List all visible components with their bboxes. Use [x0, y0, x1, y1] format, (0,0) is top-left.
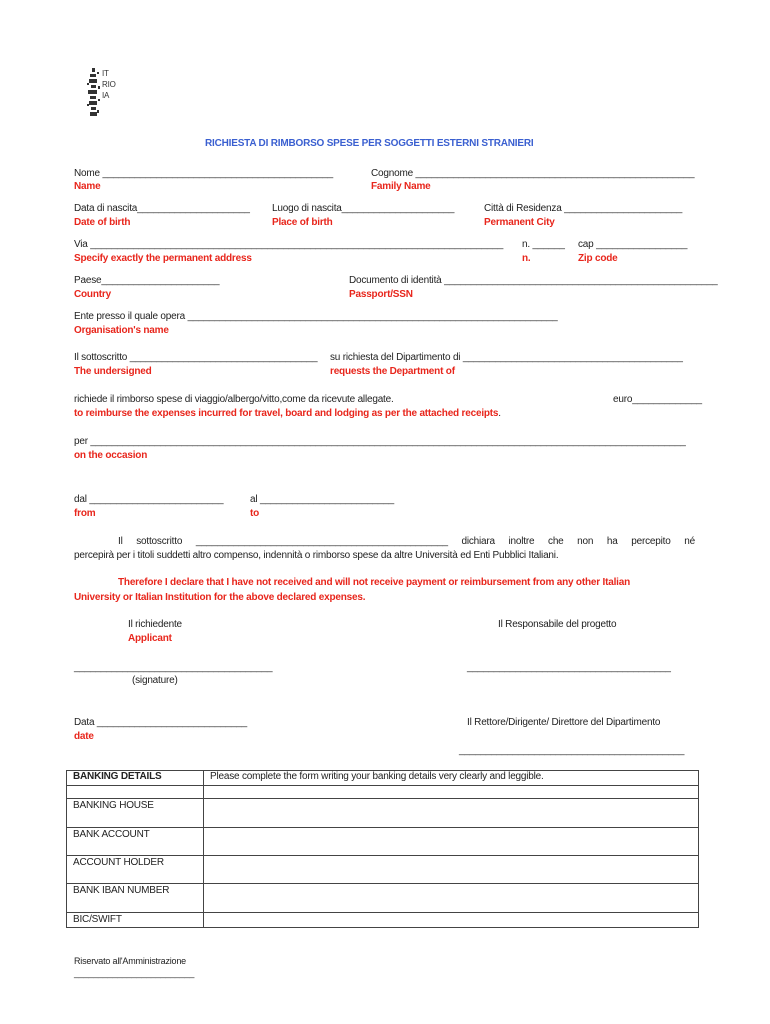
id-document-field[interactable]: Documento di identità ___________________________________________________ — [349, 275, 718, 286]
address-label-en: Specify exactly the permanent address — [74, 253, 252, 264]
id-document-label-en: Passport/SSN — [349, 289, 413, 300]
bic-swift-input[interactable] — [204, 913, 699, 928]
logo-text-line: RIO — [102, 80, 116, 89]
banking-row-label: BANKING HOUSE — [67, 799, 204, 828]
manager-signature-line[interactable]: ______________________________________ — [467, 662, 671, 673]
organisation-field[interactable]: Ente presso il quale opera _____________________________________________________________________ — [74, 311, 558, 322]
banking-row-label: BANK ACCOUNT — [67, 828, 204, 856]
number-field[interactable]: n. ______ — [522, 239, 565, 250]
undersigned-label-en: The undersigned — [74, 366, 152, 377]
surname-field[interactable]: Cognome ____________________________________________________ — [371, 168, 695, 179]
applicant-label: Il richiedente — [128, 619, 182, 630]
banking-spacer-cell — [67, 786, 204, 799]
date-label-en: date — [74, 731, 94, 742]
birth-place-field[interactable]: Luogo di nascita_____________________ — [272, 203, 455, 214]
euro-amount-field[interactable]: euro_____________ — [613, 394, 702, 405]
logo-text — [102, 68, 116, 101]
reimburse-request-en-text: to reimburse the expenses incurred for travel, board and lodging as per the attached receipts — [74, 408, 499, 419]
organisation-label-en: Organisation's name — [74, 325, 169, 336]
to-label-en: to — [250, 508, 260, 519]
banking-details-table — [66, 770, 699, 928]
iban-input[interactable] — [204, 884, 699, 913]
declaration-it-line-1: Il sottoscritto _______________________________________________ dichiara inoltre che non ha percepito né — [118, 536, 695, 547]
rector-label: Il Rettore/Dirigente/ Direttore del Dipartimento — [467, 717, 661, 728]
account-holder-input[interactable] — [204, 856, 699, 884]
banking-instructions: Please complete the form writing your banking details very clearly and leggible. — [204, 771, 699, 786]
birth-date-label-en: Date of birth — [74, 217, 131, 228]
undersigned-field[interactable]: Il sottoscritto ___________________________________ — [74, 352, 318, 363]
zip-label-en: Zip code — [578, 253, 618, 264]
birth-place-label-en: Place of birth — [272, 217, 333, 228]
applicant-label-en: Applicant — [128, 633, 172, 644]
birth-date-field[interactable]: Data di nascita_____________________ — [74, 203, 250, 214]
reimburse-request-en — [74, 408, 501, 419]
department-label-en: requests the Department of — [330, 366, 455, 377]
banking-row-label: BANK IBAN NUMBER — [67, 884, 204, 913]
banking-spacer-cell — [204, 786, 699, 799]
logo-text-line: IT — [102, 69, 109, 78]
declaration-en-line-1: Therefore I declare that I have not received and will not receive payment or reimbursement from any other Italian — [118, 577, 631, 588]
project-manager-label: Il Responsabile del progetto — [498, 619, 617, 630]
declaration-it-line-2: percepirà per i titoli suddetti altro compenso, indennità o rimborso spese da altre Università ed Enti Pubblici Italiani. — [74, 550, 559, 561]
surname-label-en: Family Name — [371, 181, 431, 192]
reserved-label: Riservato all'Amministrazione — [74, 956, 186, 966]
applicant-signature-line[interactable]: _____________________________________ — [74, 662, 273, 673]
zip-field[interactable]: cap _________________ — [578, 239, 688, 250]
reserved-line: _________________________ — [74, 968, 195, 978]
banking-header: BANKING DETAILS — [67, 771, 204, 786]
rector-signature-line[interactable]: __________________________________________ — [459, 745, 685, 756]
banking-house-input[interactable] — [204, 799, 699, 828]
reimburse-request-text: richiede il rimborso spese di viaggio/albergo/vitto,come da ricevute allegate. — [74, 394, 394, 405]
banking-row-label: BIC/SWIFT — [67, 913, 204, 928]
occasion-field[interactable]: per _______________________________________________________________________________________________________________ — [74, 436, 686, 447]
name-field[interactable]: Nome ___________________________________________ — [74, 168, 333, 179]
form-title: RICHIESTA DI RIMBORSO SPESE PER SOGGETTI ESTERNI STRANIERI — [205, 138, 534, 149]
declaration-en-line-2: University or Italian Institution for the above declared expenses. — [74, 592, 366, 603]
bank-account-input[interactable] — [204, 828, 699, 856]
logo-text-line: IA — [102, 91, 110, 100]
city-label-en: Permanent City — [484, 217, 555, 228]
from-label-en: from — [74, 508, 96, 519]
country-field[interactable]: Paese______________________ — [74, 275, 220, 286]
reimburse-request-en-dot: . — [498, 408, 501, 419]
from-date-field[interactable]: dal _________________________ — [74, 494, 224, 505]
signature-caption: (signature) — [132, 675, 178, 686]
banking-row-label: ACCOUNT HOLDER — [67, 856, 204, 884]
occasion-label-en: on the occasion — [74, 450, 148, 461]
number-label-en: n. — [522, 253, 531, 264]
name-label-en: Name — [74, 181, 101, 192]
date-field[interactable]: Data ____________________________ — [74, 717, 248, 728]
to-date-field[interactable]: al _________________________ — [250, 494, 394, 505]
country-label-en: Country — [74, 289, 111, 300]
address-field[interactable]: Via _____________________________________________________________________________ — [74, 239, 504, 250]
city-field[interactable]: Città di Residenza ______________________ — [484, 203, 683, 214]
department-field[interactable]: su richiesta del Dipartimento di _________________________________________ — [330, 352, 683, 363]
